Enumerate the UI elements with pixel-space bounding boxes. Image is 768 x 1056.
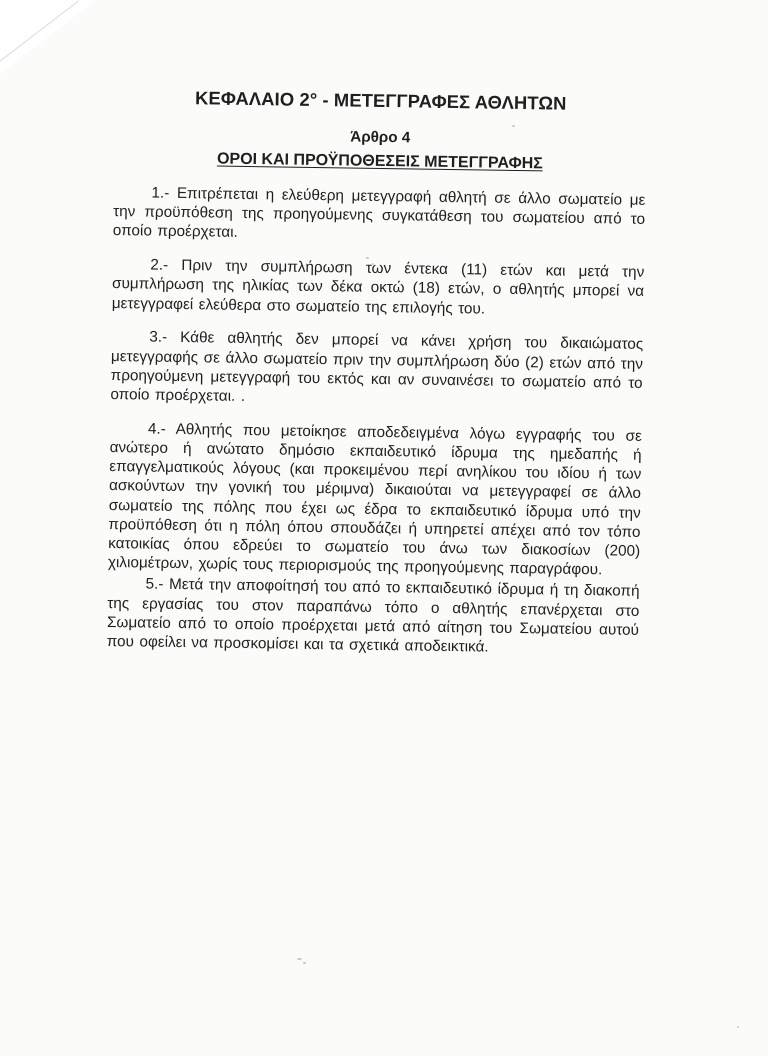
paragraph-4: 4.- Αθλητής που μετοίκησε αποδεδειγμένα λόγω εγγραφής του σε ανώτερο ή ανώτατο δημόσιο εκπαιδευτικό ίδρυμα της ημεδαπής ή επαγγελματικούς λόγους (και προκειμένου περί ανηλίκου του ιδίου ή των ασκούντων την γονική του μέριμνα) δικαιούται να μετεγγραφεί σε άλλο σωματείο της πόλης που έχει ως έδρα το εκπαιδευτικό ίδρυμα υπό την προϋπόθεση ότι η πόλη όπου σπουδάζει ή υπηρετεί απέχει από τον τόπο κατοικίας όπου εδρεύει το σωματείο του άνω των διακοσίων (200) χιλιομέτρων, χωρίς τους περιορισμούς της προηγούμενης παραγράφου. <box>107 420 642 579</box>
paragraph-5: 5.- Μετά την αποφοίτησή του από το εκπαιδευτικό ίδρυμα ή τη διακοπή της εργασίας του στον παραπάνω τόπο ο αθλητής επανέρχεται στο Σωματείο από το οποίο προέρχεται μετά από αίτηση του Σωματείου αυτού που οφείλει να προσκομίσει και τα σχετικά αποδεικτικά. <box>106 575 640 656</box>
folded-corner <box>0 0 96 74</box>
scan-speck <box>303 962 306 964</box>
chapter-title: ΚΕΦΑΛΑΙΟ 2° - ΜΕΤΕΓΓΡΑΦΕΣ ΑΘΛΗΤΩΝ <box>194 87 567 114</box>
document-body <box>106 86 647 674</box>
paragraph-1: 1.- Επιτρέπεται η ελεύθερη μετεγγραφή αθλητή σε άλλο σωματείο με την προϋπόθεση της προηγούμενης συγκατάθεση του σωματείου από το οποίο προέρχεται. <box>112 184 646 242</box>
scan-speck <box>297 958 302 960</box>
article-title: ΟΡΟΙ ΚΑΙ ΠΡΟΫΠΟΘΕΣΕΙΣ ΜΕΤΕΓΓΡΑΦΗΣ <box>216 150 543 173</box>
paragraph-2: 2.- Πριν την συμπλήρωση των έντεκα (11) ετών και μετά την συμπλήρωση της ηλικίας των δέκα οκτώ (18) ετών, ο αθλητής μπορεί να μετεγγραφεί ελεύθερα στο σωματείο της επιλογής του. <box>111 256 645 318</box>
article-number: Άρθρο 4 <box>350 128 411 147</box>
scan-speck <box>737 1026 739 1028</box>
paragraph-3: 3.- Κάθε αθλητής δεν μπορεί να κάνει χρήση του δικαιώματος μετεγγραφής σε άλλο σωματείο πριν την συμπλήρωση δύο (2) ετών από την προηγούμενη μετεγγραφή του εκτός και αν συναινέσει το σωματείο από το οποίο προέρχεται. . <box>110 328 644 405</box>
